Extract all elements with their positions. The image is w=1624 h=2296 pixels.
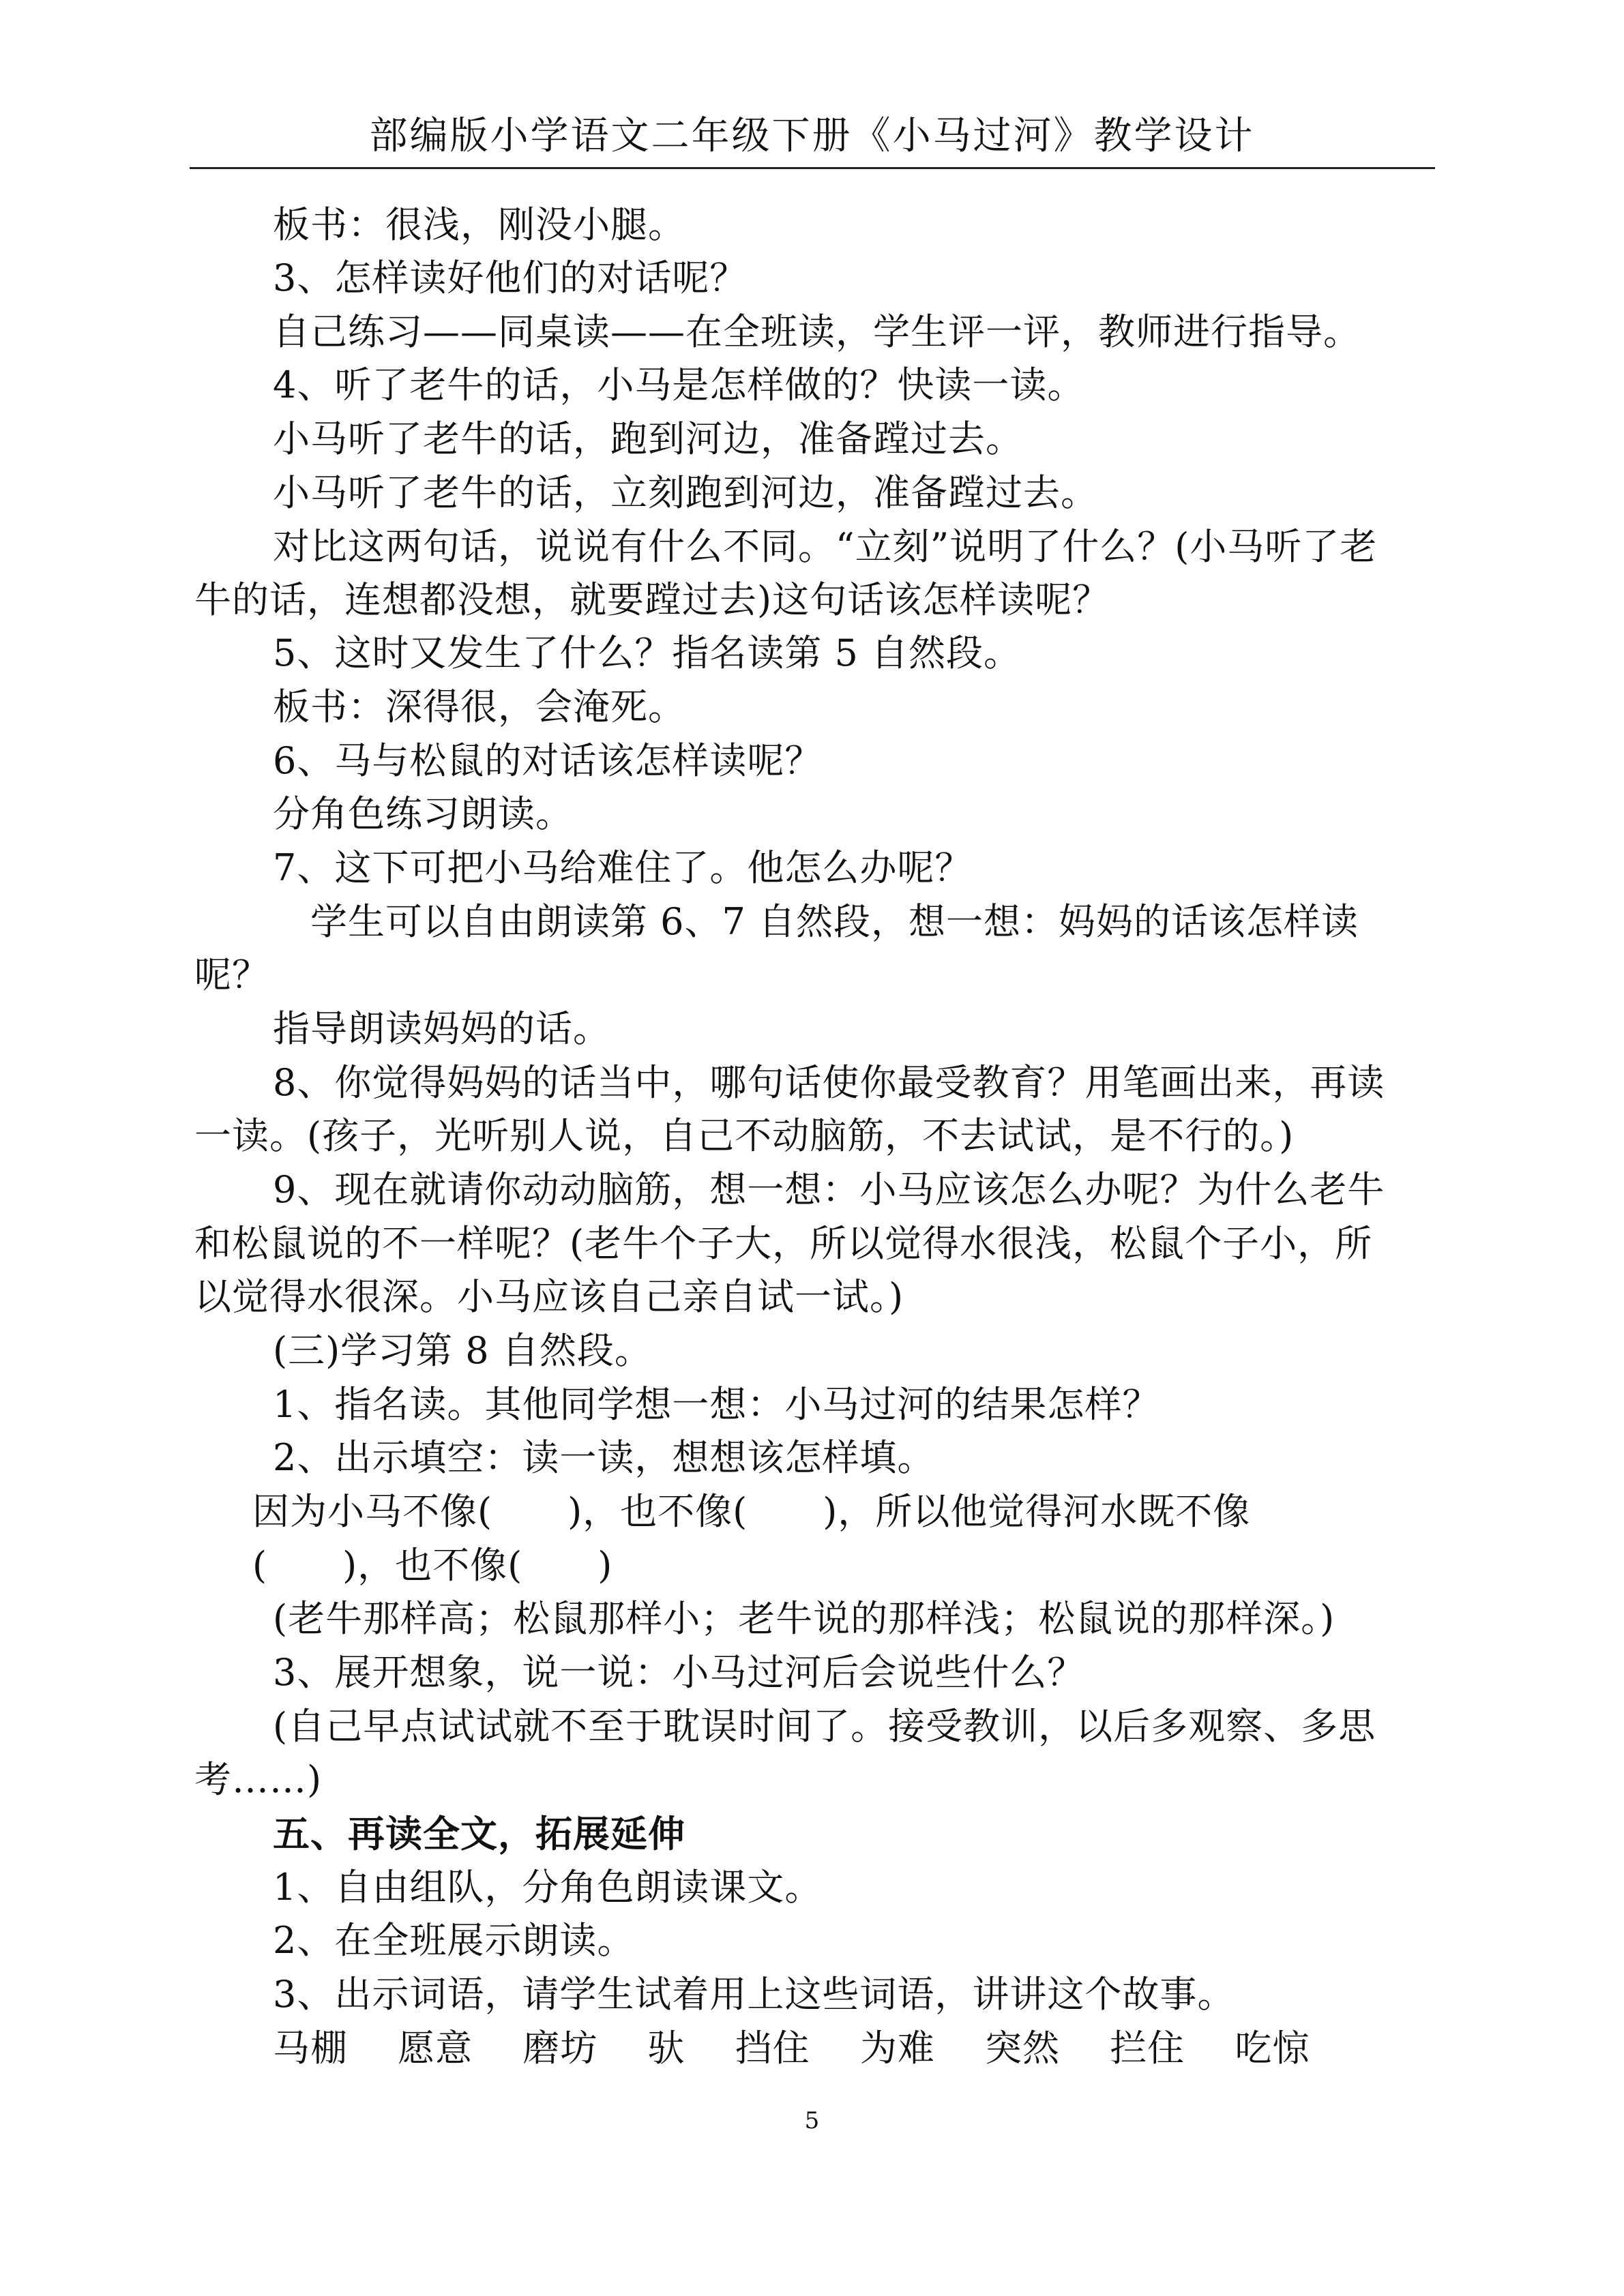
text-line: 1、自由组队，分角色朗读课文。 (273, 1866, 823, 1909)
text-line: 考……) (194, 1758, 323, 1801)
text-line: 学生可以自由朗读第 6、7 自然段，想一想：妈妈的话该怎样读 (310, 900, 1359, 943)
section-heading: 五、再读全文，拓展延伸 (273, 1812, 685, 1855)
text-line: 一读。(孩子，光听别人说，自己不动脑筋，不去试试，是不行的。) (194, 1114, 1295, 1157)
text-line: 呢？ (194, 953, 269, 996)
text-line: (自己早点试试就不至于耽误时间了。接受教训，以后多观察、多思 (273, 1705, 1376, 1748)
text-line: 对比这两句话，说说有什么不同。“立刻”说明了什么？(小马听了老 (273, 525, 1378, 568)
text-line: 板书：深得很，会淹死。 (273, 685, 685, 728)
text-line: 2、在全班展示朗读。 (273, 1919, 635, 1962)
text-line: 因为小马不像( )，也不像( )，所以他觉得河水既不像 (252, 1490, 1251, 1533)
text-line: 和松鼠说的不一样呢？(老牛个子大，所以觉得水很浅，松鼠个子小，所 (194, 1222, 1373, 1265)
text-line: 4、听了老牛的话，小马是怎样做的？快读一读。 (273, 363, 1085, 406)
page-number: 5 (804, 2107, 820, 2134)
text-line: (三)学习第 8 自然段。 (273, 1329, 652, 1372)
text-line: 1、指名读。其他同学想一想：小马过河的结果怎样？ (273, 1383, 1160, 1426)
text-line: 分角色练习朗读。 (273, 792, 573, 835)
text-line: 5、这时又发生了什么？指名读第 5 自然段。 (273, 631, 1022, 674)
text-line: 以觉得水很深。小马应该自己亲自试一试。) (194, 1275, 904, 1318)
text-line: 小马听了老牛的话，跑到河边，准备蹚过去。 (273, 417, 1023, 460)
text-line: 自己练习——同桌读——在全班读，学生评一评，教师进行指导。 (273, 310, 1361, 353)
text-line: 8、你觉得妈妈的话当中，哪句话使你最受教育？用笔画出来，再读 (273, 1061, 1385, 1104)
text-line: 板书：很浅，刚没小腿。 (273, 203, 685, 246)
text-line: 3、怎样读好他们的对话呢？ (273, 256, 748, 299)
page-header-title: 部编版小学语文二年级下册《小马过河》教学设计 (369, 114, 1255, 158)
text-line: 小马听了老牛的话，立刻跑到河边，准备蹚过去。 (273, 471, 1098, 514)
text-line: 牛的话，连想都没想，就要蹚过去)这句话该怎样读呢？ (194, 578, 1110, 621)
text-line: 3、出示词语，请学生试着用上这些词语，讲讲这个故事。 (273, 1973, 1235, 2016)
text-line: (老牛那样高；松鼠那样小；老牛说的那样浅；松鼠说的那样深。) (273, 1597, 1335, 1640)
text-line: ( )，也不像( ) (252, 1544, 613, 1587)
header-divider (190, 167, 1435, 169)
text-line: 2、出示填空：读一读，想想该怎样填。 (273, 1436, 935, 1479)
vocabulary-list: 马棚 愿意 磨坊 驮 挡住 为难 突然 拦住 吃惊 (273, 2027, 1310, 2070)
text-line: 3、展开想象，说一说：小马过河后会说些什么？ (273, 1651, 1085, 1694)
text-line: 9、现在就请你动动脑筋，想一想：小马应该怎么办呢？为什么老牛 (273, 1168, 1385, 1211)
text-line: 6、马与松鼠的对话该怎样读呢？ (273, 739, 823, 782)
text-line: 7、这下可把小马给难住了。他怎么办呢？ (273, 846, 973, 889)
text-line: 指导朗读妈妈的话。 (273, 1007, 610, 1050)
